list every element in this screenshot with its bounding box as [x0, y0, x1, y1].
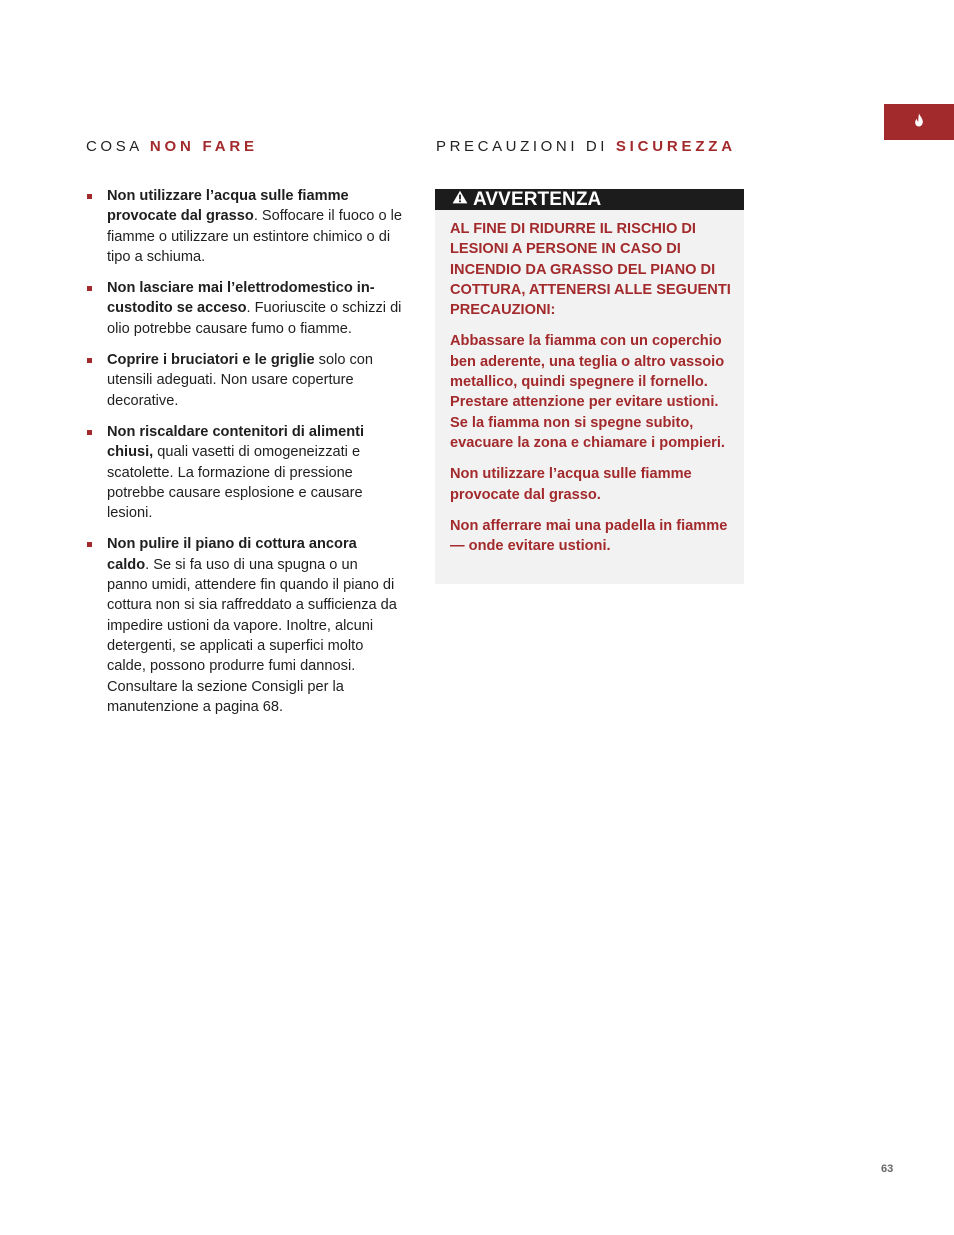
warning-box — [435, 189, 744, 584]
flame-icon — [913, 113, 925, 132]
list-item — [86, 534, 402, 717]
warning-paragraph: Non afferrare mai una padella in fiamme— onde evitare ustioni. — [450, 517, 728, 555]
left-heading — [86, 138, 258, 155]
list-item-bold: Non pulire il piano di cottura ancora caldo — [107, 536, 357, 573]
warning-title: AVVERTENZA — [473, 189, 602, 210]
left-heading-accent: NON FARE — [149, 138, 258, 155]
list-item — [86, 278, 402, 339]
bullet-square — [87, 286, 92, 291]
right-heading-accent: SICUREZZA — [615, 138, 736, 155]
left-heading-plain: COSA — [86, 138, 150, 155]
list-item — [86, 422, 402, 523]
bullet-square — [87, 542, 92, 547]
list-item-text: . Se si fa uso di una spugna o un panno umidi, attendere fin quando il piano di cottura non si sia raffreddato a sufficienza da impedire ustioni da vapore. Inoltre, alcuni detergenti, se applicati a superfici molto calde, possono produrre fumi dannosi. Consultare la sezione Consigli per la manutenzione a pagina 68. — [107, 556, 397, 715]
list-item — [86, 350, 402, 411]
list-item-text: . Fuoriuscite o schizzi di olio potrebbe causare fumo o fiamme. — [107, 300, 402, 337]
warning-paragraph: AL FINE DI RIDURRE IL RISCHIO DI LESIONI A PERSONE IN CASO DI INCENDIO DA GRASSO DEL PIANO DI COTTURA, ATTENERSI ALLE SEGUENTI PRECAUZIONI: — [450, 221, 731, 319]
list-item-bold: Non utilizzare l’acqua sulle fiamme provocate dal grasso — [107, 188, 349, 225]
right-heading — [436, 138, 736, 155]
bullet-square — [87, 358, 92, 363]
list-item-bold: Non riscaldare contenitori di alimenti chiusi, — [107, 423, 365, 461]
list-item-text: quali vasetti di omogeneizzati e scatolette. La formazione di pressione potrebbe causare esplosione e causare lesioni. — [107, 444, 363, 522]
warning-header — [435, 189, 744, 210]
list-item — [86, 186, 402, 267]
section-tab — [884, 104, 954, 140]
list-item-text: . Soffocare il fuoco o le fiamme o utilizzare un estintore chimico o di tipo a schiuma. — [107, 208, 403, 265]
bullet-square — [87, 194, 92, 199]
bullet-square — [87, 430, 92, 435]
warning-paragraph: Non utilizzare l’acqua sulle fiamme provocate dal grasso. — [450, 466, 692, 503]
dont-list — [86, 186, 402, 728]
list-item-bold: Coprire i bruciatori e le griglie — [107, 352, 315, 369]
right-heading-plain: PRECAUZIONI DI — [436, 138, 616, 155]
warning-content — [435, 210, 744, 556]
warning-triangle-icon — [452, 190, 468, 209]
list-item-bold: Non lasciare mai l’elettrodomestico incustodito se acceso — [107, 280, 375, 317]
list-item-text: solo con utensili adeguati. Non usare coperture decorative. — [107, 352, 374, 409]
warning-paragraph: Abbassare la fiamma con un coperchio ben aderente, una teglia o altro vassoio metallico, quindi spegnere il fornello. Prestare attenzione per evitare ustioni. Se la fiamma non si spegne subito, evacuare la zona e chiamare i pompieri. — [450, 333, 725, 451]
page-number: 63 — [881, 1163, 894, 1175]
